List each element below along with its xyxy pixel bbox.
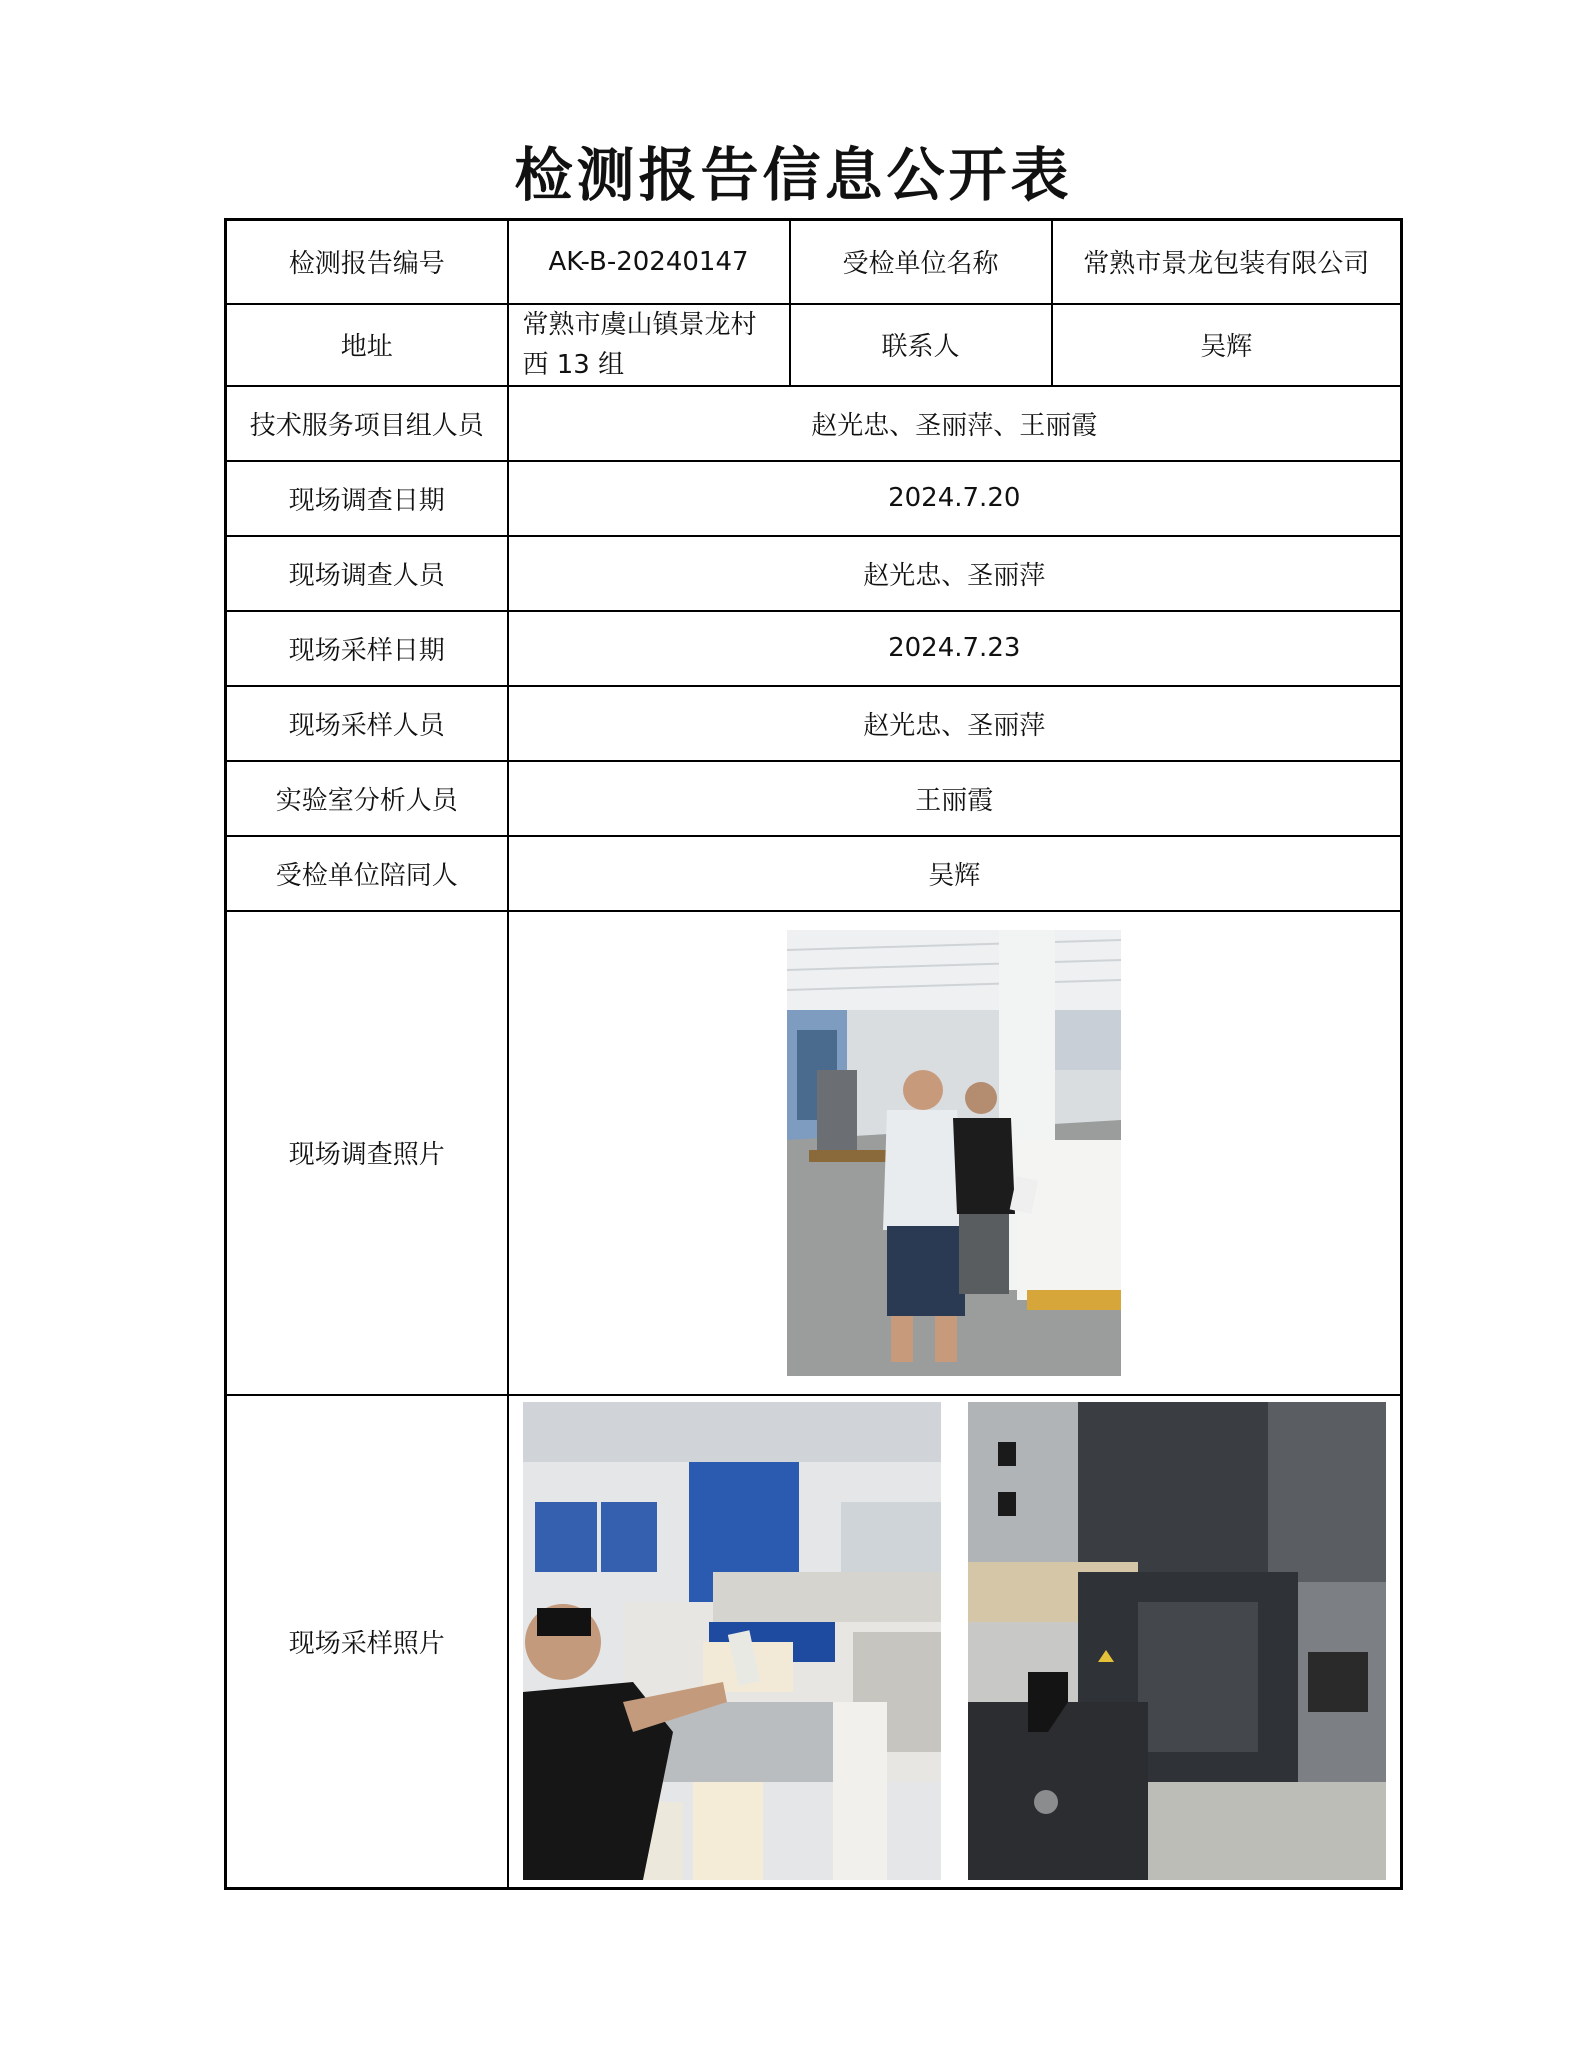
inspected-unit-label: 受检单位名称 [790, 220, 1052, 304]
report-table [224, 218, 1403, 1890]
survey-photo-label: 现场调查照片 [226, 911, 508, 1395]
contact-value: 吴辉 [1052, 304, 1402, 386]
row-label: 实验室分析人员 [226, 761, 508, 836]
table-row [226, 686, 1402, 761]
address-label: 地址 [226, 304, 508, 386]
row-label: 现场采样日期 [226, 611, 508, 686]
sampling-photo-1 [523, 1402, 941, 1880]
row-label: 受检单位陪同人 [226, 836, 508, 911]
row-label: 现场调查人员 [226, 536, 508, 611]
row-value: 2024.7.20 [508, 461, 1402, 536]
row-value: 2024.7.23 [508, 611, 1402, 686]
sampling-photo-group [509, 1402, 1401, 1880]
survey-photo-row [226, 911, 1402, 1395]
survey-photo-cell [508, 911, 1402, 1395]
table-row [226, 461, 1402, 536]
row-label: 现场调查日期 [226, 461, 508, 536]
sampling-photo-2-image [968, 1402, 1386, 1880]
table-row [226, 536, 1402, 611]
sampling-photo-2 [968, 1402, 1386, 1880]
report-number-value: AK-B-20240147 [508, 220, 790, 304]
row-label: 现场采样人员 [226, 686, 508, 761]
report-number-label: 检测报告编号 [226, 220, 508, 304]
table-row [226, 386, 1402, 461]
table-row [226, 761, 1402, 836]
report-number-row [226, 220, 1402, 304]
row-label: 技术服务项目组人员 [226, 386, 508, 461]
row-value: 吴辉 [508, 836, 1402, 911]
site-survey-photo [787, 930, 1121, 1376]
table-row [226, 611, 1402, 686]
sampling-photo-1-image [523, 1402, 941, 1880]
row-value: 赵光忠、圣丽萍 [508, 536, 1402, 611]
sampling-photo-label: 现场采样照片 [226, 1395, 508, 1889]
row-value: 王丽霞 [508, 761, 1402, 836]
address-row [226, 304, 1402, 386]
contact-label: 联系人 [790, 304, 1052, 386]
sampling-photo-cell [508, 1395, 1402, 1889]
address-value: 常熟市虞山镇景龙村西 13 组 [508, 304, 790, 386]
site-survey-photo-image [787, 930, 1121, 1376]
page-title: 检测报告信息公开表 [514, 141, 1073, 209]
inspected-unit-value: 常熟市景龙包装有限公司 [1052, 220, 1402, 304]
table-row [226, 836, 1402, 911]
row-value: 赵光忠、圣丽萍、王丽霞 [508, 386, 1402, 461]
sampling-photo-row [226, 1395, 1402, 1889]
row-value: 赵光忠、圣丽萍 [508, 686, 1402, 761]
